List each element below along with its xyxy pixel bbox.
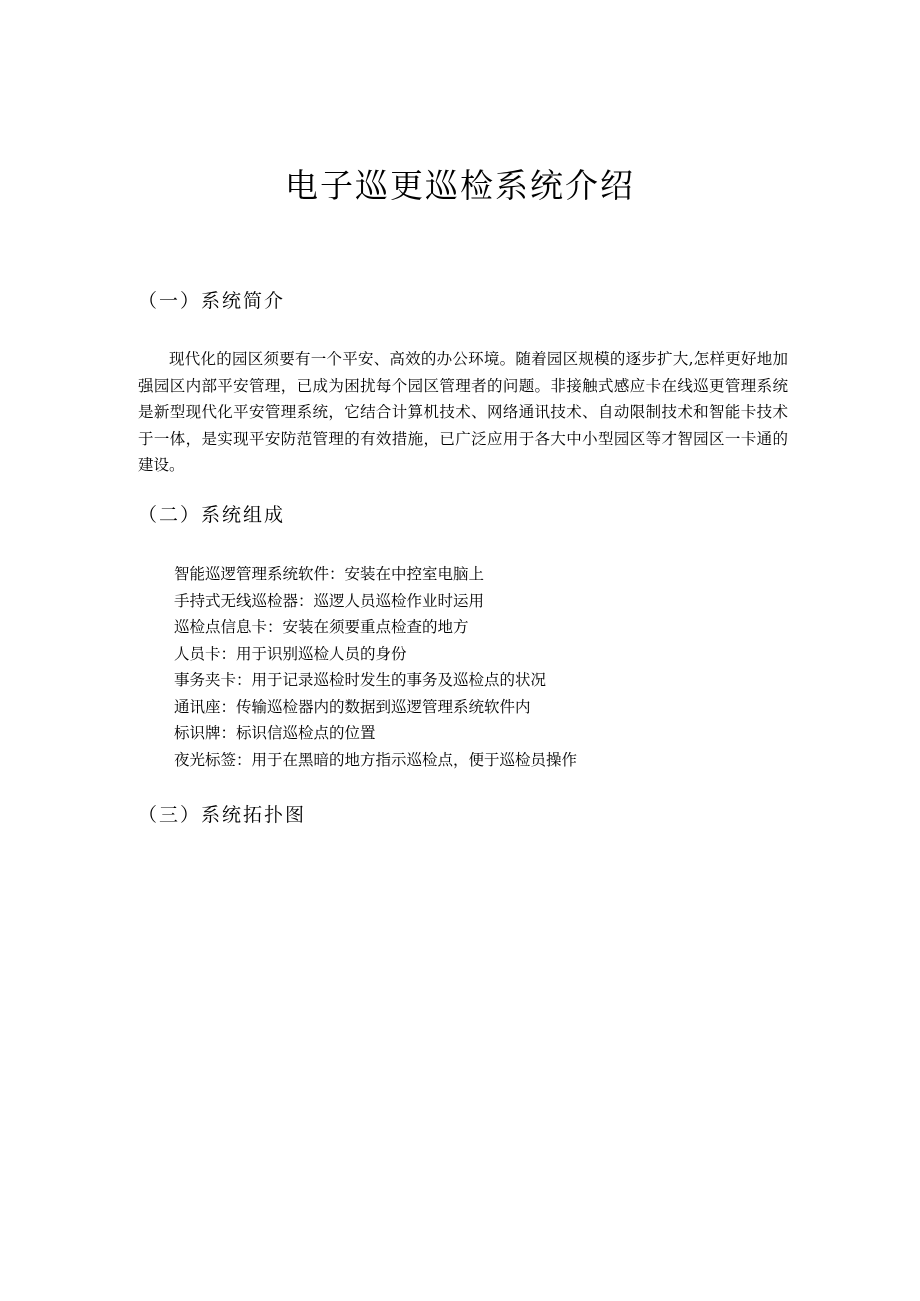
list-item: 智能巡逻管理系统软件：安装在中控室电脑上: [174, 565, 485, 583]
section-heading-topology: （三）系统拓扑图: [138, 804, 307, 826]
list-item: 手持式无线巡检器：巡逻人员巡检作业时运用: [174, 591, 485, 610]
list-item: 人员卡：用于识别巡检人员的身份: [174, 644, 407, 663]
list-item: 通讯座：传输巡检器内的数据到巡逻管理系统软件内: [174, 697, 531, 716]
components-list: [174, 561, 774, 773]
list-item: 夜光标签：用于在黑暗的地方指示巡检点，便于巡检员操作: [174, 750, 578, 769]
section-heading-intro: （一）系统简介: [138, 290, 286, 312]
list-item: 巡检点信息卡：安装在须要重点检查的地方: [174, 618, 469, 636]
list-item: 事务夹卡：用于记录巡检时发生的事务及巡检点的状况: [174, 671, 547, 689]
list-item: 标识牌：标识信巡检点的位置: [174, 724, 376, 742]
section-heading-components: （二）系统组成: [138, 504, 286, 526]
intro-paragraph: 现代化的园区须要有一个平安、高效的办公环境。随着园区规模的逐步扩大,怎样更好地加强园区内部平安管理，已成为困扰每个园区管理者的问题。非接触式感应卡在线巡更管理系统是新型现代化平安管理系统，它结合计算机技术、网络通讯技术、自动限制技术和智能卡技术于一体，是实现平安防范管理的有效措施，已广泛应用于各大中小型园区等才智园区一卡通的建设。: [138, 350, 788, 474]
page-title: 电子巡更巡检系统介绍: [285, 166, 635, 205]
